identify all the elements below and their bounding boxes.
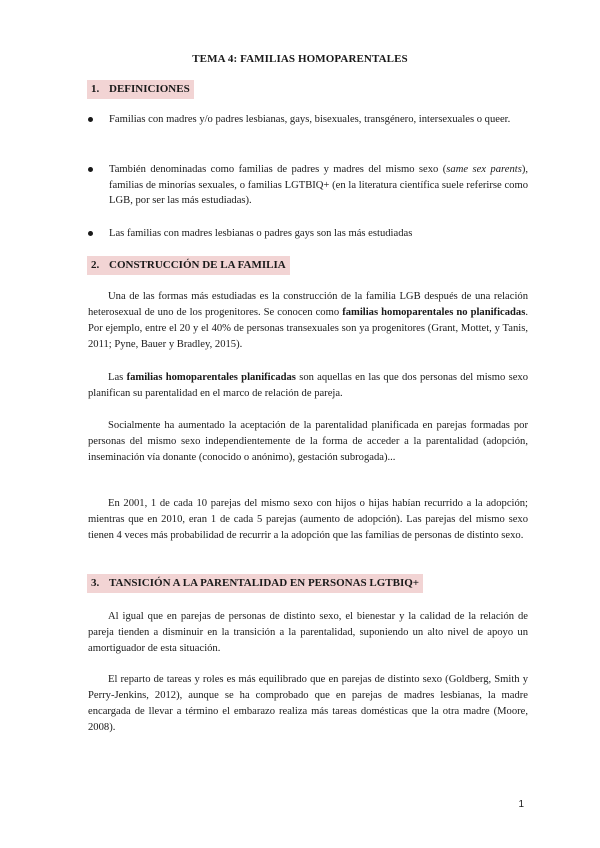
section-heading-construccion [87, 256, 290, 275]
bullet-text: Las familias con madres lesbianas o padres gays son las más estudiadas [109, 228, 413, 239]
paragraph: Al igual que en parejas de personas de distinto sexo, el bienestar y la calidad de la relación de pareja tienden a disminuir en la transición a la parentalidad, suponiendo un alto nivel de apoyo un amortiguador de esta situación. [88, 611, 528, 654]
section-heading-definiciones [87, 80, 194, 99]
page-number: 1 [518, 799, 524, 810]
bold-term: familias homoparentales planificadas [126, 372, 296, 383]
paragraph: El reparto de tareas y roles es más equilibrado que en parejas de distinto sexo (Goldberg, Smith y Perry-Jenkins, 2012), aunque se ha comprobado que en parejas de madres lesbianas, la madre encargada de llevar a término el embarazo realiza más tareas domésticas que la otra madre (Moore, 2008). [88, 674, 528, 733]
section-title: CONSTRUCCIÓN DE LA FAMILIA [109, 259, 286, 271]
section-title: TANSICIÓN A LA PARENTALIDAD EN PERSONAS LGTBIQ+ [109, 577, 420, 589]
paragraph: Una de las formas más estudiadas es la construcción de la familia LGB después de una relación heterosexual de uno de los progenitores. Se conocen como familias homoparentales no planificadas. Por ejemplo, entre el 20 y el 40% de personas transexuales son ya progenitores (Grant, Mottet, y Tanis, 2011; Pyne, Bauer y Bradley, 2015). [88, 291, 528, 350]
bullet-dot-icon [88, 117, 93, 122]
document-title: TEMA 4: FAMILIAS HOMOPARENTALES [192, 53, 408, 65]
bullet-item [88, 162, 528, 209]
bullet-text: Familias con madres y/o padres lesbianas, gays, bisexuales, transgénero, intersexuales o queer. [109, 114, 511, 125]
bullet-text: También denominadas como familias de padres y madres del mismo sexo (same sex parents), familias de minorías sexuales, o familias LGTBIQ+ (en la literatura científica suele referirse como LGB, por ser las más estudiadas). [109, 164, 528, 206]
section-heading-transicion [87, 574, 423, 593]
section-title: DEFINICIONES [109, 83, 190, 95]
paragraph: Socialmente ha aumentado la aceptación de la parentalidad planificada en parejas formadas por personas del mismo sexo independientemente de la forma de acceder a la parentalidad (adopción, inseminación vía donante (conocido o anónimo), gestación subrogada)... [88, 420, 528, 463]
paragraph: Las familias homoparentales planificadas son aquellas en las que dos personas del mismo sexo planifican su parentalidad en el marco de relación de pareja. [88, 372, 529, 399]
paragraph: En 2001, 1 de cada 10 parejas del mismo sexo con hijos o hijas habían recurrido a la adopción; mientras que en 2010, eran 1 de cada 5 parejas (aumento de adopción). Las parejas del mismo sexo tienen 4 veces más probabilidad de recurrir a la adopción que las familias de personas de distinto sexo. [88, 498, 528, 541]
bullet-item [88, 226, 528, 242]
section-number: 2. [91, 259, 100, 271]
bullet-dot-icon [88, 231, 93, 236]
bold-term: familias homoparentales no planificadas [342, 307, 526, 318]
bullet-dot-icon [88, 167, 93, 172]
section-number: 1. [91, 83, 100, 95]
italic-term: same sex parents [446, 164, 522, 175]
section-number: 3. [91, 577, 100, 589]
bullet-item [88, 112, 528, 128]
